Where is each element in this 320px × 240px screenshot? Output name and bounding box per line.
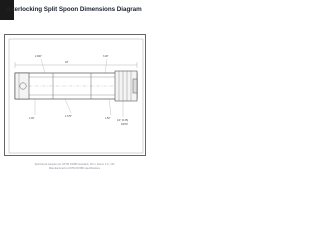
footer-note-2: Manufactured to ASTM D1586 specifications — [48, 167, 101, 170]
dimension-label-overall: 18" — [65, 61, 69, 64]
leader-line-f — [105, 59, 107, 73]
split-spoon-diagram — [5, 35, 147, 157]
leader-line-c — [109, 99, 111, 115]
dimension-label-head: 1.50" — [105, 117, 111, 120]
dimension-label-length: 3.00" — [103, 55, 109, 58]
footer-note-1: Split barrel sampler per ASTM D1586 standard, 18 in. barrel, 2 in. OD — [34, 163, 115, 166]
leader-line-b — [65, 99, 71, 113]
dimension-label-shoe: 2.00" — [29, 117, 35, 120]
dimension-label-vent: 1/4" (6.35) — [117, 119, 129, 122]
title-banner — [0, 0, 149, 20]
dimension-label-id: 1.375" — [65, 115, 72, 118]
dimension-label-od: 2.000" — [35, 55, 42, 58]
leader-line-e — [41, 59, 45, 73]
vent-port — [133, 79, 137, 93]
drive-shoe — [15, 73, 29, 99]
technical-drawing — [4, 34, 146, 156]
dimension-label-standard: ASTM — [121, 123, 128, 126]
page-title: Interlocking Split Spoon Dimensions Diagram — [7, 6, 142, 13]
